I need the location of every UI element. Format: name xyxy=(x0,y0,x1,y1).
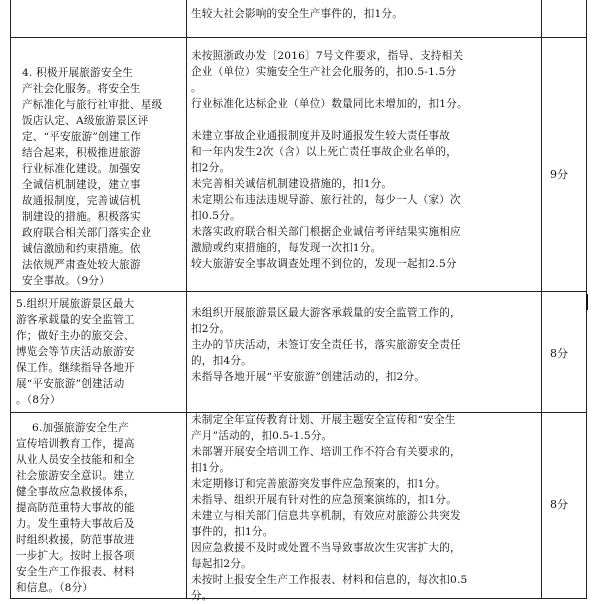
text-line: 保工作。继续指导各地开 xyxy=(16,362,135,374)
text-line: 提高防范重特大事故的能 xyxy=(16,502,135,514)
text-line: 游客承载量的安全监管工 xyxy=(16,314,135,326)
text-line: 5.组织开展旅游景区最大 xyxy=(16,298,135,310)
grid-line-left xyxy=(10,0,11,599)
text-line: 行业标准化达标企业（单位）数量同比未增加的，扣1分。 xyxy=(191,98,468,110)
text-line: 宣传培训教育工作，提高 xyxy=(16,438,135,450)
text-line: 未制定全年宣传教育计划、开展主题安全宣传和“安全生 xyxy=(191,414,456,426)
text-line: 未定期公布违法违规导游、旅行社的，每少一人（家）次 xyxy=(191,194,461,206)
text-line: 未指导各地开展“平安旅游”创建活动的，扣2分。 xyxy=(191,371,426,383)
row-divider-2 xyxy=(10,291,587,292)
text-line: 未部署开展安全培训工作、培训工作不符合有关要求的， xyxy=(191,446,461,458)
edge-mark xyxy=(586,294,588,310)
row-3-score: 8分 xyxy=(550,498,568,511)
text-line: 激励或约束措施的，每发现一次扣1分。 xyxy=(191,242,382,254)
text-line: 扣2分。 xyxy=(191,323,231,335)
text-line: 较大旅游安全事故调查处理不到位的，发现一起扣2.5分 xyxy=(191,258,457,270)
text-line: 事件的，扣1分。 xyxy=(191,526,274,538)
row-2-score: 8分 xyxy=(550,347,568,360)
row-1-criteria xyxy=(191,48,539,272)
text-line: 分。 xyxy=(191,590,213,602)
grid-line-criteria xyxy=(541,0,542,599)
text-line: 未完善相关诚信机制建设措施的，扣1分。 xyxy=(191,178,393,190)
text-line: 饭店认定、A级旅游景区评 xyxy=(22,115,149,127)
grid-line-item xyxy=(186,0,187,599)
text-line: 全诚信机制建设，建立事 xyxy=(22,179,141,191)
row-3-item xyxy=(16,420,184,596)
text-line: 时组织救援，防范事故进 xyxy=(16,534,135,546)
text-line: 制建设的措施。积极落实 xyxy=(22,211,141,223)
row-2-item xyxy=(16,296,184,408)
text-line: 力。发生重特大事故后及 xyxy=(16,518,135,530)
text-line: 生较大社会影响的安全生产事件的，扣1分。 xyxy=(191,8,404,20)
text-line: 未按照浙政办发〔2016〕7号文件要求，指导、支持相关 xyxy=(191,50,464,62)
text-line: 扣0.5分。 xyxy=(191,210,241,222)
text-line: 扣2分。 xyxy=(191,162,231,174)
text-line: 故通报制度，完善诚信机 xyxy=(22,195,141,207)
text-line: 从业人员安全技能和和全 xyxy=(16,454,135,466)
text-line: 每起扣2分。 xyxy=(191,558,252,570)
row-1-score: 9分 xyxy=(550,168,568,181)
text-line: 诚信激励和约束措施。依 xyxy=(22,243,141,255)
text-line: 因应急救援不及时或处置不当导致事故次生灾害扩大的， xyxy=(191,542,461,554)
text-line: 。（8分） xyxy=(16,394,61,406)
text-line: 博览会等节庆活动旅游安 xyxy=(16,346,135,358)
row-1-item xyxy=(22,65,184,289)
text-line: 结合起来，积极推进旅游 xyxy=(22,147,141,159)
text-line: 和信息。（8分） xyxy=(16,582,94,594)
text-line: 6.加强旅游安全生产 xyxy=(32,422,129,434)
text-line: 政府联合相关部门落实企业 xyxy=(22,227,152,239)
text-line: 法依规严肃查处较大旅游 xyxy=(22,259,141,271)
text-line: 安全生产工作报表、材料 xyxy=(16,566,135,578)
text-line: 的，扣4分。 xyxy=(191,355,252,367)
text-line: 4. 积极开展旅游安全生 xyxy=(22,67,134,79)
text-line: 健全事故应急救援体系， xyxy=(16,486,135,498)
text-line: 。 xyxy=(191,82,202,94)
text-line: 扣1分。 xyxy=(191,462,231,474)
text-line: 和一年内发生2次（含）以上死亡责任事故企业名单的， xyxy=(191,146,457,158)
text-line: 定、“平安旅游”创建工作 xyxy=(22,131,142,143)
row-2-criteria xyxy=(191,305,539,385)
text-line: 未建立与相关部门信息共享机制，有效应对旅游公共突发 xyxy=(191,510,461,522)
text-line: 产社会化服务。将安全生 xyxy=(22,83,141,95)
text-line: 未定期修订和完善旅游突发事件应急预案的，扣1分。 xyxy=(191,478,447,490)
row-divider-1 xyxy=(10,37,587,38)
text-line: 主办的节庆活动，未签订安全责任书，落实旅游安全责任 xyxy=(191,339,461,351)
text-line: 一步扩大。按时上报各项 xyxy=(16,550,135,562)
text-line: 产月”活动的，扣0.5-1.5分。 xyxy=(191,430,333,442)
text-line: 未落实政府联合相关部门根据企业诚信考评结果实施相应 xyxy=(191,226,461,238)
text-line: 安全事故。（9分） xyxy=(22,275,110,287)
row-3-criteria xyxy=(191,412,539,604)
text-line: 产标准化与旅行社审批、星级 xyxy=(22,99,163,111)
text-line: 未指导、组织开展有针对性的应急预案演练的，扣1分。 xyxy=(191,494,457,506)
text-line: 企业（单位）实施安全生产社会化服务的，扣0.5-1.5分 xyxy=(191,66,457,78)
text-line: 未按时上报安全生产工作报表、材料和信息的，每次扣0.5 xyxy=(191,574,468,586)
text-line: 作；做好主办的旅交会、 xyxy=(16,330,135,342)
text-line: 未建立事故企业通报制度并及时通报发生较大责任事故 xyxy=(191,130,451,142)
text-line: 未组织开展旅游景区最大游客承载量的安全监管工作的， xyxy=(191,307,461,319)
text-line: 行业标准化建设。加强安 xyxy=(22,163,141,175)
text-line: 展“平安旅游”创建活动 xyxy=(16,378,125,390)
text-line xyxy=(191,112,539,128)
text-line: 社会旅游安全意识。建立 xyxy=(16,470,135,482)
row-0-criteria xyxy=(191,6,539,22)
